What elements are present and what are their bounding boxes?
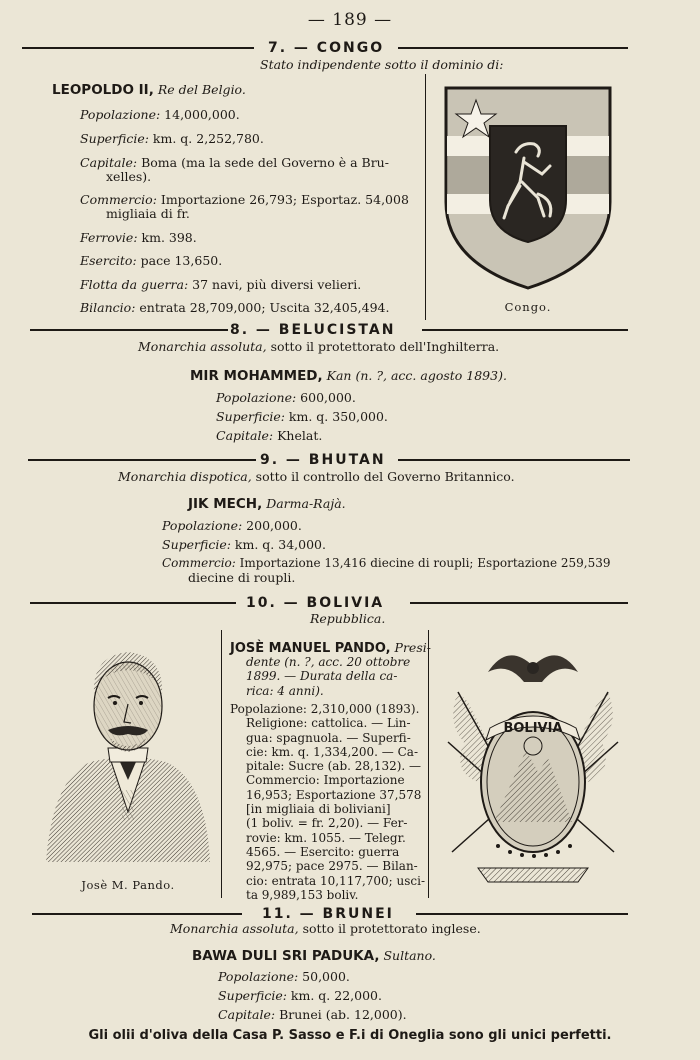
- brunei-ruler: BAWA DULI SRI PADUKA, Sultano.: [192, 948, 436, 964]
- bolivia-stats-line: Commercio: Importazione: [246, 773, 405, 788]
- bhutan-commerce-cont: diecine di roupli.: [188, 570, 296, 585]
- congo-railways: Ferrovie: km. 398.: [80, 230, 197, 245]
- bolivia-stats: [230, 702, 426, 902]
- belucistan-heading-rule: [30, 322, 628, 338]
- congo-commerce-cont: migliaia di fr.: [106, 206, 190, 221]
- congo-ruler-title: Re del Belgio.: [157, 82, 246, 97]
- bolivia-ruler-line1: JOSÈ MANUEL PANDO, Presi-: [230, 640, 431, 656]
- bolivia-heading: 10. — BOLIVIA: [246, 595, 385, 611]
- belucistan-subtitle: Monarchia assoluta, sotto il protettorato dell'Inghilterra.: [138, 339, 500, 354]
- page-number: — 189 —: [307, 10, 393, 30]
- pando-portrait: [38, 630, 216, 875]
- belucistan-ruler: MIR MOHAMMED, Kan (n. ?, acc. agosto 1893).: [190, 368, 507, 384]
- bolivia-stats-line: rovie: km. 1055. — Telegr.: [246, 830, 406, 845]
- bolivia-stats-line: cio: entrata 10,117,700; usci-: [246, 873, 426, 888]
- brunei-population: Popolazione: 50,000.: [218, 969, 350, 984]
- advertisement-footer: Gli olii d'oliva della Casa P. Sasso e F.i di Oneglia sono gli unici perfetti.: [88, 1028, 612, 1043]
- bhutan-heading-rule: [28, 452, 630, 468]
- bolivia-stats-line: 4565. — Esercito: guerra: [246, 844, 400, 859]
- congo-population: Popolazione: 14,000,000.: [80, 107, 240, 122]
- congo-area: Superficie: km. q. 2,252,780.: [80, 131, 264, 146]
- belucistan-heading: 8. — BELUCISTAN: [230, 322, 396, 338]
- bolivia-ruler-line: 1899. — Durata della ca-: [246, 669, 398, 684]
- bolivia-ruler-line: rica: 4 anni).: [246, 683, 324, 698]
- congo-capital-cont: xelles).: [106, 169, 152, 184]
- bolivia-stats-line: Popolazione: 2,310,000 (1893).: [230, 702, 420, 716]
- belucistan-area: Superficie: km. q. 350,000.: [216, 409, 388, 424]
- congo-capital: Capitale: Boma (ma la sede del Governo è a Bru-: [80, 155, 389, 170]
- brunei-heading-rule: [32, 906, 628, 922]
- brunei-subtitle: Monarchia assoluta, sotto il protettorato inglese.: [170, 921, 481, 936]
- congo-army: Esercito: pace 13,650.: [80, 253, 223, 268]
- congo-emblem-caption: Congo.: [504, 300, 552, 314]
- bolivia-stats-line: pitale: Sucre (ab. 28,132). —: [246, 759, 422, 774]
- portrait-caption: Josè M. Pando.: [81, 878, 175, 892]
- bolivia-coat-of-arms: [438, 632, 628, 894]
- congo-coat-of-arms: [438, 82, 618, 294]
- congo-subtitle: Stato indipendente sotto il dominio di:: [260, 57, 504, 72]
- bolivia-stats-line: 16,953; Esportazione 37,578: [246, 787, 422, 802]
- bolivia-emblem-text: BOLIVIA: [503, 721, 563, 736]
- bhutan-subtitle: Monarchia dispotica, sotto il controllo del Governo Britannico.: [118, 469, 515, 484]
- bhutan-ruler: JIK MECH, Darma-Rajà.: [188, 496, 346, 512]
- bhutan-heading: 9. — BHUTAN: [260, 452, 386, 468]
- congo-divider: [425, 74, 426, 320]
- bolivia-divider-right: [428, 630, 429, 898]
- congo-heading-rule: [22, 40, 628, 56]
- bhutan-population: Popolazione: 200,000.: [162, 518, 302, 533]
- bolivia-stats-line: 92,975; pace 2975. — Bilan-: [246, 859, 418, 874]
- bolivia-divider-left: [221, 630, 222, 898]
- brunei-capital: Capitale: Brunei (ab. 12,000).: [218, 1007, 407, 1022]
- bhutan-area: Superficie: km. q. 34,000.: [162, 537, 326, 552]
- bhutan-commerce: Commercio: Importazione 13,416 diecine di roupli; Esportazione 259,539: [162, 556, 611, 570]
- congo-heading: 7. — CONGO: [268, 40, 385, 56]
- belucistan-population: Popolazione: 600,000.: [216, 390, 356, 405]
- brunei-heading: 11. — BRUNEI: [262, 906, 394, 922]
- bolivia-stats-line: Religione: cattolica. — Lin-: [246, 716, 411, 731]
- congo-fleet: Flotta da guerra: 37 navi, più diversi velieri.: [80, 277, 362, 292]
- congo-commerce: Commercio: Importazione 26,793; Esportaz. 54,008: [80, 192, 409, 207]
- bolivia-subtitle: Repubblica.: [310, 611, 386, 626]
- congo-ruler-name: LEOPOLDO II,: [52, 82, 154, 98]
- bolivia-stats-line: gua: spagnuola. — Superfi-: [246, 730, 411, 745]
- bolivia-stats-line: ta 9,989,153 boliv.: [246, 887, 359, 902]
- brunei-area: Superficie: km. q. 22,000.: [218, 988, 382, 1003]
- congo-ruler: [52, 82, 246, 98]
- belucistan-capital: Capitale: Khelat.: [216, 428, 323, 443]
- bolivia-stats-line: cie: km. q. 1,334,200. — Ca-: [246, 744, 419, 759]
- bolivia-heading-rule: [30, 595, 628, 611]
- bolivia-stats-line: (1 boliv. = fr. 2,20). — Fer-: [246, 816, 408, 831]
- congo-budget: Bilancio: entrata 28,709,000; Uscita 32,405,494.: [80, 300, 390, 315]
- bolivia-stats-line: [in migliaia di boliviani]: [246, 802, 391, 817]
- bolivia-ruler-details: [246, 655, 424, 698]
- bolivia-ruler-line: dente (n. ?, acc. 20 ottobre: [246, 655, 411, 669]
